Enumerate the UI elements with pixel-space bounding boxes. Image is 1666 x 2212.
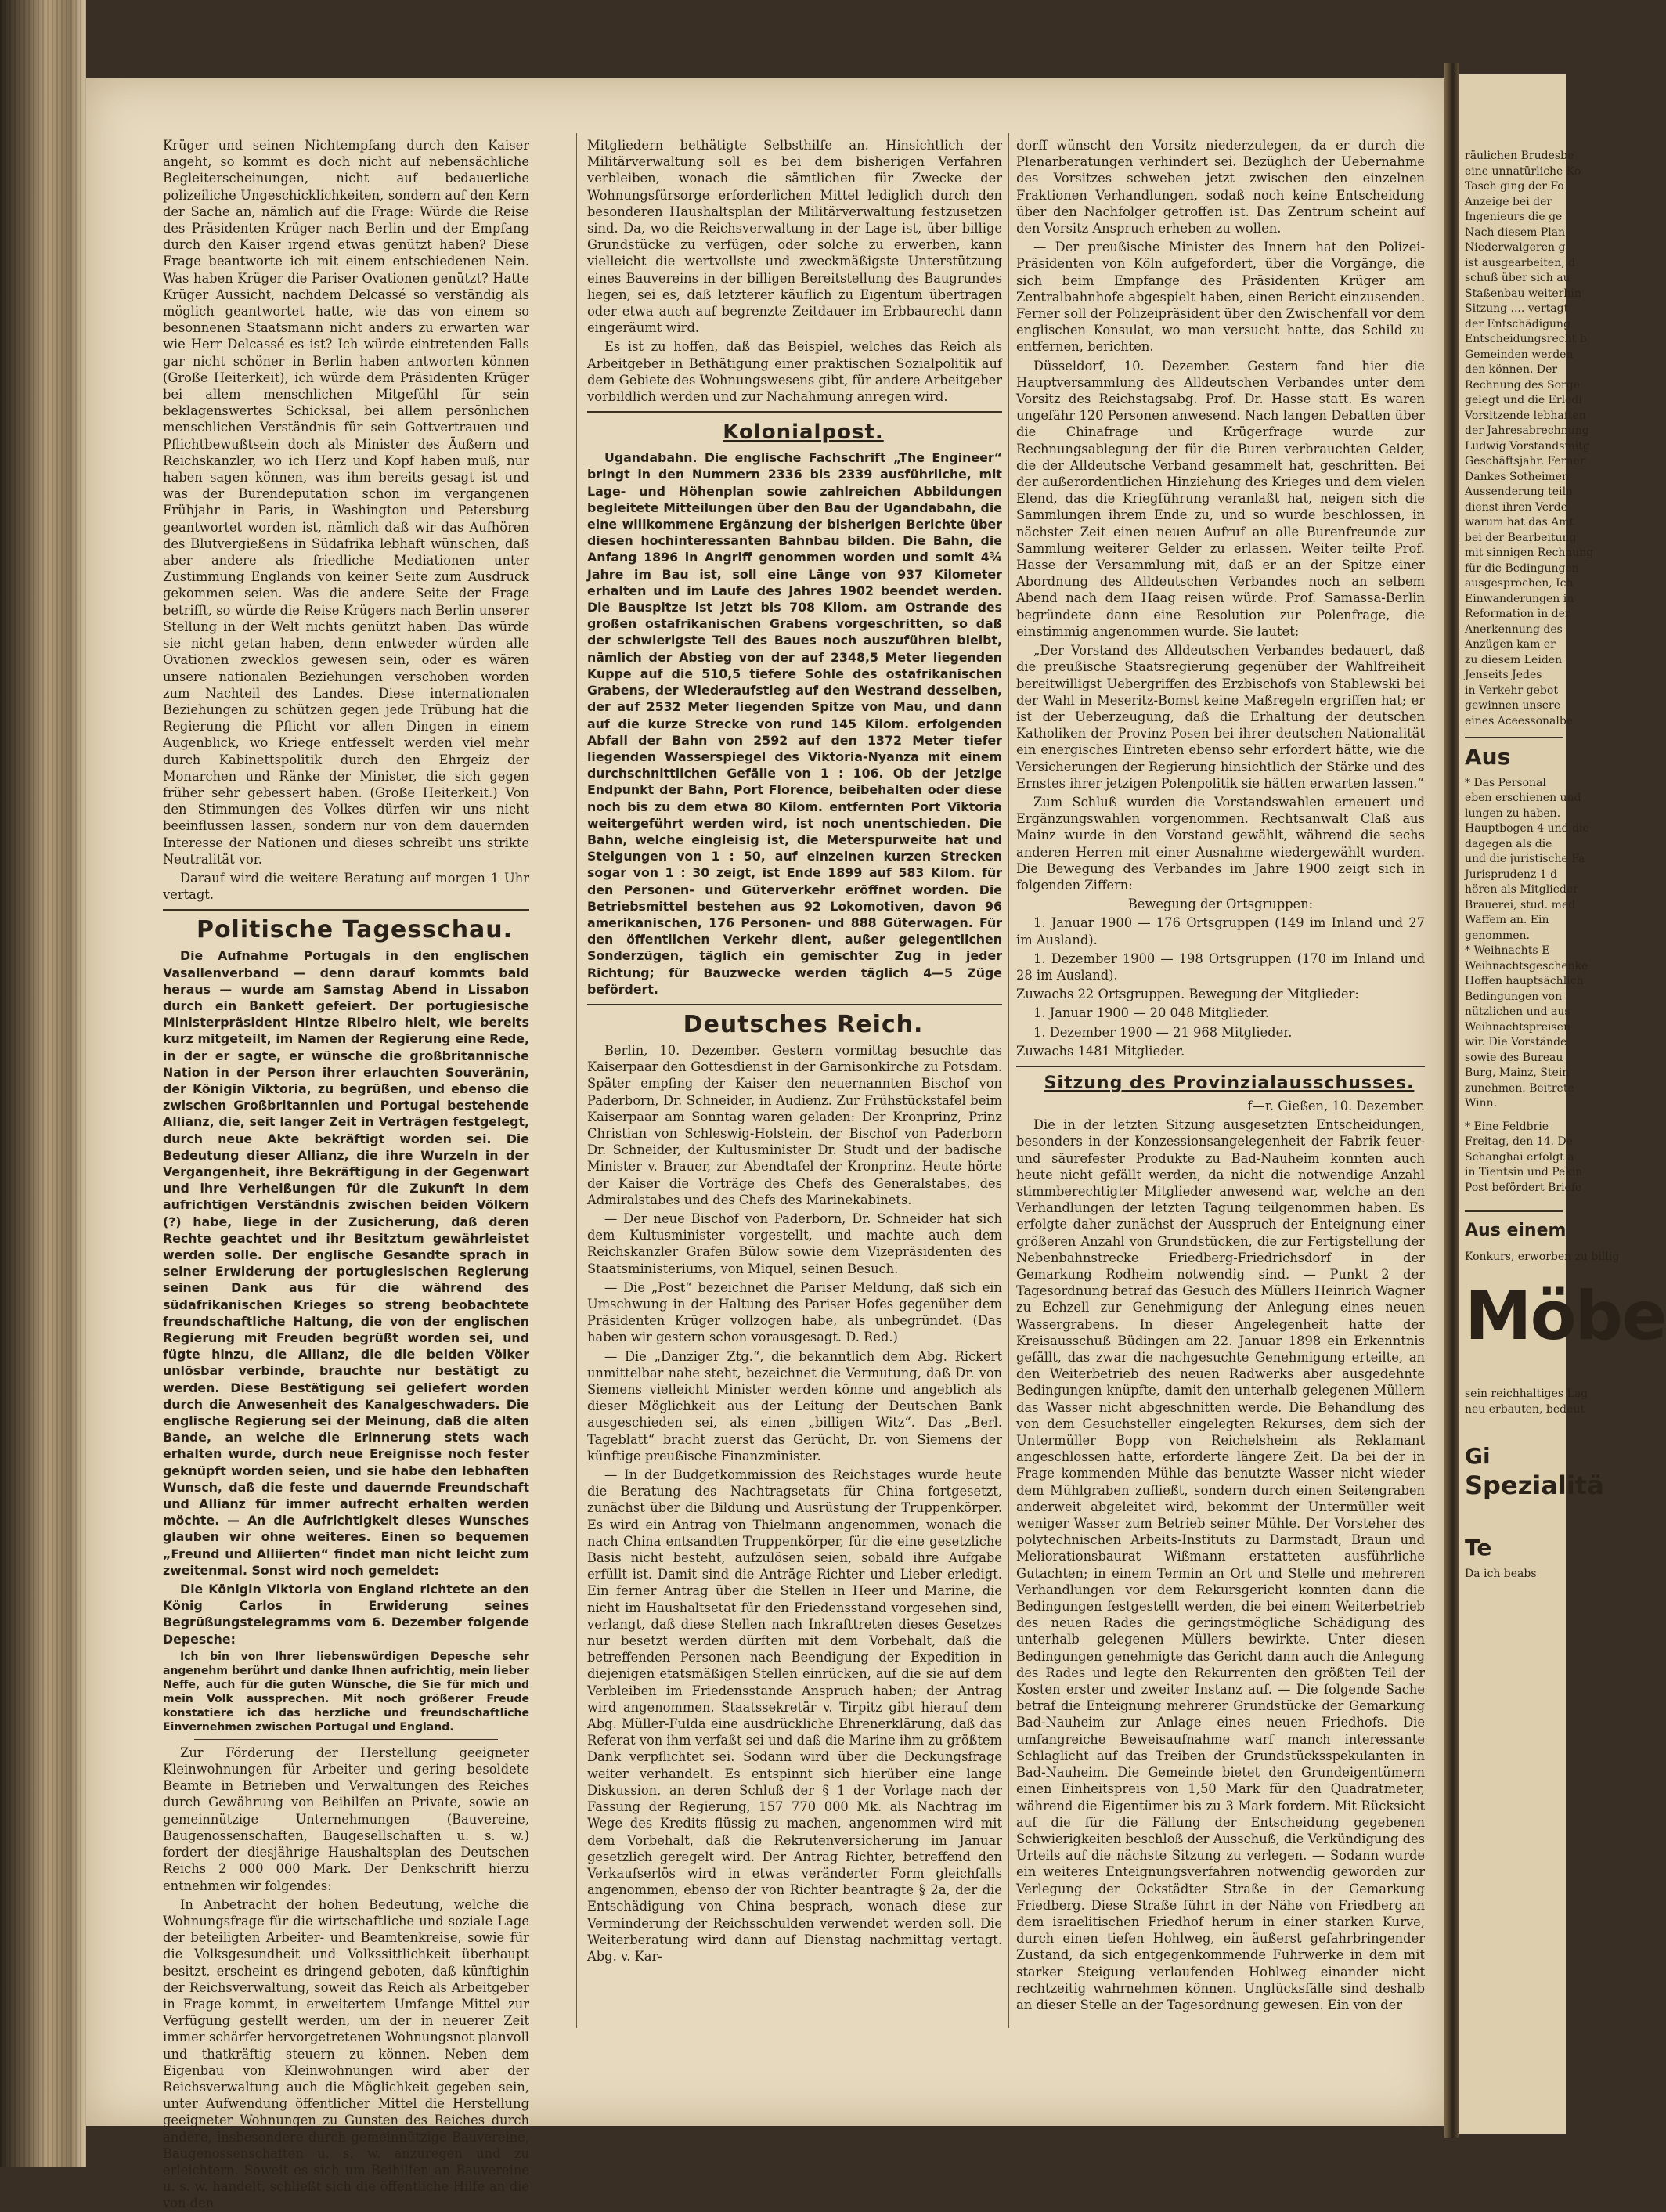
adjacent-line: Anerkennung des	[1465, 622, 1563, 636]
column-rule	[1008, 133, 1009, 2028]
article-text: — Der neue Bischof von Paderborn, Dr. Schneider hat sich dem Kultusminister vorgestellt, und machte auch dem Reichskanzler Grafen Bülow sowie dem Vizepräsidenten des Staatsministeriums, von Miquel, seinen Besuch.	[587, 1211, 1002, 1276]
article-rule	[194, 1739, 498, 1740]
adjacent-line: Aussenderung teiln	[1465, 485, 1574, 498]
adjacent-line: Reformation in der	[1465, 608, 1570, 620]
adjacent-line: in Tientsin und Pekin	[1465, 1166, 1583, 1178]
stats-heading: Bewegung der Ortsgruppen:	[1127, 897, 1314, 912]
section-rule	[163, 909, 529, 911]
adjacent-line: eine unnatürliche Ko	[1465, 164, 1581, 178]
adjacent-line: Nach diesem Plan	[1465, 226, 1566, 239]
dateline: f—r. Gießen, 10. Dezember.	[1247, 1098, 1425, 1113]
article-text: Die Königin Viktoria von England richtete an den König Carlos in Erwiderung seines Begrüßungstelegramms vom 6. Dezember folgende Depesche:	[163, 1582, 529, 1647]
adjacent-line: sowie des Bureau	[1465, 1051, 1563, 1064]
adjacent-line: Hoffen hauptsächlich	[1465, 975, 1584, 987]
column-3	[1016, 137, 1425, 2032]
adjacent-line: dagegen als die	[1465, 837, 1552, 850]
article-text: Darauf wird die weitere Beratung auf morgen 1 Uhr vertagt.	[163, 870, 529, 903]
adjacent-line: Staßenbau weiterhin	[1465, 287, 1581, 300]
article-text: Krüger und seinen Nichtempfang durch den Kaiser angeht, so kommt es doch nicht auf nebensächliche Begleiterscheinungen, nicht auf bedauerliche polizeiliche Ungeschicklichkeiten, sondern auf den Kern der Sache an, nämlich auf die Frage: Würde die Reise des Präsidenten Krüger nach Berlin und der Empfang durch den Kaiser irgend etwas genützt haben? Diese Frage beantworte ich mit einem entschiedenen Nein. Was haben Krüger die Pariser Ovationen genützt? Hatte Krüger Aussicht, nachdem Delcassé so verständig als möglich geantwortet hatte, wie das von einem so besonnenen Staatsmann nicht anders zu erwarten war wie Herr Delcassé es ist? Ich würde eintretenden Falls gar nicht schöner in Berlin haben antworten können (Große Heiterkeit), ich würde dem Präsidenten Krüger bei allem menschlichen Mitgefühl für sein beklagenswertes Schicksal, bei allem persönlichen menschlichen Verständnis für sein Gottvertrauen und Pflichtbewußtsein doch als Minister des Äußern und Reichskanzler, wo ich Herz und Kopf haben muß, nur haben sagen können, was ihm bereits gesagt ist und was der Burendeputation schon im vergangenen Frühjahr in Paris, in Washington und Petersburg geantwortet worden ist, nämlich daß wir das Aufhören des Blutvergießens in Südafrika lebhaft wünschen, daß aber andere als friedliche Mediationen unter Zustimmung Englands von keiner Seite zum Ausdruck gekommen seien. Was die andere Seite der Frage betrifft, so würde die Reise Krügers nach Berlin unserer Stellung in der Welt nichts genützt haben. Das würde sie nicht getan haben, denn entweder würden alle Ovationen zwecklos gewesen sein, oder es wären unsere nationalen Beziehungen verschoben worden zum Nachteil des Landes. Diese internationalen Beziehungen zu schützen gegen jede Trübung hat die Regierung die Pflicht vor allen Dingen in einem Augenblick, wo Kriege entfesselt werden viel mehr durch Kabinettspolitik durch den Ehrgeiz der Monarchen und Ränke der Minister, die sich gegen früher sehr gebessert haben. (Große Heiterkeit.) Von den Stimmungen des Volkes dürfen wir uns nicht beeinflussen lassen, sondern nur von dem dauernden Interesse der Nationen und dieses schreibt uns strikte Neutralität vor.	[163, 138, 529, 867]
ad-text: Aus einem	[1465, 1221, 1567, 1240]
adjacent-line: zunehmen. Beitrete	[1465, 1081, 1574, 1095]
adjacent-line: ausgesprochen, Ich	[1465, 577, 1574, 590]
stats-line: 1. Januar 1900 — 176 Ortsgruppen (149 im Inland und 27 im Ausland).	[1016, 915, 1425, 947]
adjacent-line: für die Bedingungen	[1465, 561, 1579, 575]
stats-line: 1. Januar 1900 — 20 048 Mitglieder.	[1033, 1005, 1269, 1021]
adjacent-line: wir. Die Vorstände	[1465, 1036, 1567, 1048]
adjacent-line: der Jahresabrechnung	[1465, 424, 1589, 437]
adjacent-line: ist ausgearbeiten, d	[1465, 256, 1576, 269]
ad-headline: Spezialitä	[1465, 1470, 1604, 1500]
adjacent-line: warum hat das Amt	[1465, 516, 1574, 529]
adjacent-line: Schanghai erfolgt a	[1465, 1150, 1574, 1164]
stats-line: Zuwachs 22 Ortsgruppen. Bewegung der Mitglieder:	[1016, 987, 1359, 1002]
adjacent-page-text	[1459, 74, 1666, 1582]
adjacent-line: Entscheidungsrecht b	[1465, 333, 1587, 345]
ad-text: Konkurs, erworben zu billig	[1465, 1250, 1620, 1263]
adjacent-line: Post befördert Briefe	[1465, 1181, 1582, 1194]
adjacent-line: mit sinnigen Rechnung	[1465, 547, 1594, 559]
article-text: Zur Förderung der Herstellung geeigneter Kleinwohnungen für Arbeiter und gering besoldete Beamte in Betrieben und Verwaltungen des Reiches durch Gewährung von Beihilfen an Private, sowie an gemeinnützige Unternehmungen (Bauvereine, Baugenossenschaften, Baugesellschaften u. s. w.) fordert der diesjährige Haushaltsplan des Deutschen Reichs 2 000 000 Mark. Der Denkschrift hierzu entnehmen wir folgendes:	[163, 1745, 529, 1893]
adjacent-line: räulichen Brudesbe	[1465, 150, 1574, 162]
ad-headline: Möbe	[1465, 1277, 1666, 1355]
ad-text: Te	[1465, 1535, 1492, 1561]
article-text: — In der Budgetkommission des Reichstages wurde heute die Beratung des Nachtragsetats für China fortgesetzt, zunächst über die Bildung und Ausrüstung der Truppenkörper. Es wird ein Antrag von Thielmann angenommen, wonach die nach China entsandten Truppenkörper, für die eine gesetzliche Basis nicht besteht, aufzulösen seien, sobald ihre Aufgabe erfüllt ist. Damit sind die Anträge Richter und Lieber erledigt. Ein ferner Antrag über die Stellen in Heer und Marine, die nicht im Haushaltsetat für den Friedensstand vorgesehen sind, verlangt, daß diese Stellen nach Inkrafttreten dieses Gesetzes nur besetzt werden dürften mit dem Vorbehalt, daß die betreffenden Personen nach Beendigung der Expedition in diejenigen etatsmäßigen Stellen einrücken, auf die sie auf dem Verbleiben im Friedensstande Anspruch haben; der Antrag wird angenommen. Staatssekretär v. Tirpitz gibt hierauf dem Abg. Müller-Fulda eine ausdrückliche Ehrenerklärung, daß das Referat von ihm verfaßt sei und daß die Marine ihm zu größtem Dank verpflichtet sei. Sodann wird über die Deckungsfrage weiter verhandelt. Es entspinnt sich hierüber eine lange Diskussion, an deren Schluß der § 1 der Vorlage nach der Fassung der Regierung, 157 770 000 Mk. als Nachtrag im Wege des Kredits flüssig zu machen, angenommen wird mit dem Vorbehalt, daß die Rekrutenversicherung im Januar gesetzlich geregelt wird. Der Antrag Richter, betreffend den Verkaufserlös wird in etwas veränderter Form gleichfalls angenommen, ebenso der von Richter beantragte § 2a, der die Entschädigung von China besprach, wonach diese zur Verminderung der Reichsschulden verwendet werden soll. Die Weiterberatung wird dann auf Dienstag nachmittag vertagt. Abg. v. Kar-	[587, 1467, 1002, 1964]
adjacent-line: Anzeige bei der	[1465, 195, 1552, 208]
ad-text: Gi	[1465, 1443, 1491, 1469]
adjacent-line: Jurisprudenz 1 d	[1465, 868, 1558, 881]
adjacent-heading: Aus	[1465, 744, 1511, 770]
adjacent-line: dienst ihren Verde	[1465, 500, 1567, 514]
article-text: — Der preußische Minister des Innern hat den Polizei-Präsidenten von Köln aufgefordert, über die Vorgänge, die sich beim Empfange des Präsidenten Krüger am Zentralbahnhofe abgespielt haben, einen Bericht einzusenden. Ferner soll der Polizeipräsident über den Zwischenfall vor dem englischen Konsulat, wo man versucht hatte, das Schild zu entfernen, berichten.	[1016, 240, 1425, 355]
article-text: dorff wünscht den Vorsitz niederzulegen, da er durch die Plenarberatungen verhindert sei. Bezüglich der Uebernahme des Vorsitzes schweben jetzt zwischen den einzelnen Fraktionen Verhandlungen, sodaß noch keine Entscheidung über den Nachfolger getroffen ist. Das Zentrum scheint auf den Vorsitz Anspruch erheben zu wollen.	[1016, 138, 1425, 236]
adjacent-line: den können. Der	[1465, 363, 1558, 376]
adjacent-line: nützlichen und aus	[1465, 1005, 1570, 1018]
adjacent-line: Gemeinden werden	[1465, 348, 1574, 361]
section-heading: Sitzung des Provinzialausschusses.	[1044, 1073, 1415, 1093]
adjacent-line: eines Aceessonalbe	[1465, 714, 1574, 727]
adjacent-line: Sitzung .... vertagt	[1465, 302, 1569, 315]
section-heading: Kolonialpost.	[723, 420, 884, 445]
telegram-text: Ich bin von Ihrer liebenswürdigen Depesche sehr angenehm berührt und danke Ihnen aufrichtig, mein lieber Neffe, auch für die guten Wünsche, die Sie für mich und mein Volk aussprechen. Mit noch größerer Freude konstatiere ich das herzliche und freundschaftliche Einvernehmen zwischen Portugal und England.	[163, 1650, 529, 1734]
book-edge	[0, 0, 86, 2167]
adjacent-line: schuß über sich au	[1465, 272, 1570, 284]
adjacent-line: Waffem an. Ein	[1465, 914, 1549, 926]
adjacent-line: und die juristische Fa	[1465, 853, 1585, 865]
article-text: Berlin, 10. Dezember. Gestern vormittag besuchte das Kaiserpaar den Gottesdienst in der Garnisonkirche zu Potsdam. Später empfing der Kaiser den neuernannten Bischof von Paderborn, Dr. Schneider, in Audienz. Zur Frühstückstafel beim Kaiserpaar am Sonntag waren geladen: Der Kronprinz, Prinz Christian von Schleswig-Holstein, der Bischof von Paderborn Dr. Schneider, der Kultusminister Dr. Studt und der badische Minister v. Brauer, zur Abendtafel der Kronprinz. Heute hörte der Kaiser die Vorträge des Chefs des Generalstabes, des Admiralstabes und des Chefs des Marinekabinets.	[587, 1042, 1002, 1207]
adjacent-line: Freitag, den 14. De	[1465, 1135, 1573, 1148]
adjacent-lines	[1465, 1120, 1583, 1196]
section-heading: Deutsches Reich.	[683, 1010, 924, 1038]
article-text: Düsseldorf, 10. Dezember. Gestern fand hier die Hauptversammlung des Alldeutschen Verbandes unter dem Vorsitz des Reichstagsabg. Prof. Dr. Hasse statt. Es waren ungefähr 120 Personen anwesend. Nach langen Debatten über die Chinafrage und Krügerfrage wurde zur Rechnungsablegung der für die Buren verbrauchten Gelder, die der Alldeutsche Verband gesammelt hat, geschritten. Bei der außerordentlichen Hinziehung des Krieges und dem vielen Elend, das die Kriegführung veranlaßt hat, neigen sich die Sammlungen ihrem Ende zu, und so wurde beschlossen, in nächster Zeit einen neuen Aufruf an alle Burenfreunde zur Sammlung weiterer Gelder zu erlassen. Weiter teilte Prof. Hasse der Versammlung mit, daß er an der Spitze einer Abordnung des Alldeutschen Verbandes noch an selbem Abend nach dem Haag reisen würde. Prof. Samassa-Berlin begründete dann eine Resolution zur Polenfrage, die einstimmig angenommen wurde. Sie lautet:	[1016, 358, 1425, 639]
section-rule	[1016, 1066, 1425, 1067]
adjacent-lines	[1465, 776, 1589, 1112]
adjacent-line: * Das Personal	[1465, 776, 1546, 789]
adjacent-line: in Verkehr gebot	[1465, 684, 1558, 697]
adjacent-line: bei der Bearbeitung	[1465, 531, 1577, 544]
column-1	[163, 137, 529, 2211]
ad-text: Da ich beabs	[1465, 1567, 1537, 1580]
stats-line: Zuwachs 1481 Mitglieder.	[1016, 1043, 1185, 1059]
article-text: Es ist zu hoffen, daß das Beispiel, welches das Reich als Arbeitgeber in Bethätigung einer praktischen Sozialpolitik auf dem Gebiete des Wohnungswesens gibt, für andere Arbeitgeber vorbildlich werden und zur Nachahmung anregen wird.	[587, 339, 1002, 405]
adjacent-line: * Eine Feldbrie	[1465, 1120, 1549, 1133]
section-rule	[587, 411, 1002, 413]
adjacent-line: hören als Mitglieder	[1465, 883, 1578, 896]
adjacent-line: Vorsitzende lebhaften	[1465, 409, 1586, 422]
article-text: Zum Schluß wurden die Vorstandswahlen erneuert und Ergänzungswahlen vorgenommen. Rechtsanwalt Claß aus Mainz wurde in den Vorstand gewählt, während die sechs anderen Herren mit einer Ausnahme wiedergewählt wurden. Die Bewegung des Verbandes im Jahre 1900 zeigt sich in folgenden Ziffern:	[1016, 794, 1425, 893]
article-text: — Die „Post“ bezeichnet die Pariser Meldung, daß sich ein Umschwung in der Haltung des Pariser Hofes gegenüber dem Präsidenten Krüger vollzogen habe, als unbegründet. (Das haben wir gestern schon vorausgesagt. D. Red.)	[587, 1279, 1002, 1345]
article-text: — Die „Danziger Ztg.“, die bekanntlich dem Abg. Rickert unmittelbar nahe steht, bezeichnet die Vermutung, daß Dr. von Siemens vielleicht Minister werden könne und angeblich als dieser Möglichkeit aus der Leitung der Deutschen Bank ausgeschieden sei, als einen „billigen Witz“. Das „Berl. Tageblatt“ bracht zuerst das Gerücht, Dr. von Siemens der künftige preußische Finanzminister.	[587, 1348, 1002, 1463]
adjacent-line: Ingenieurs die ge	[1465, 211, 1563, 223]
adjacent-line: * Weihnachts-E	[1465, 944, 1550, 957]
adjacent-line: Brauerei, stud. med	[1465, 898, 1576, 911]
article-text: Die Aufnahme Portugals in den englischen Vasallenverband — denn darauf kommts bald heraus — wurde am Samstag Abend in Lissabon durch ein Bankett gefeiert. Der portugiesische Ministerpräsident Hintze Ribeiro hielt, wie bereits kurz mitgeteilt, im Namen der Regierung eine Rede, in der er sagte, er wünsche die großbritannische Nation in der Person ihrer erlauchten Souveränin, der Königin Viktoria, zu begrüßen, und ebenso die zwischen Großbritannien und Portugal bestehende Allianz, die, seit langer Zeit in Verträgen festgelegt, durch neue Akte bekräftigt worden sei. Die Bedeutung dieser Allianz, die ihre Wurzeln in der Vergangenheit, ihre Bekräftigung in der Gegenwart und ihre Verheißungen für die Zukunft in dem aufrichtigen Verständnis zwischen beiden Völkern (?) habe, liege in der Zusicherung, daß deren Rechte geachtet und ihr Besitztum gewährleistet werden solle. Der englische Gesandte sprach in seiner Erwiderung der portugiesischen Regierung seinen Dank aus für die während des südafrikanischen Krieges so streng beobachtete freundschaftliche Haltung, die von der englischen Regierung mit Freuden begrüßt worden sei, und fügte hinzu, die Allianz, die die beiden Völker unlösbar verbinde, brauchte nur bestätigt zu werden. Diese Bestätigung sei geliefert worden durch die Anwesenheit des Kanalgeschwaders. Die englische Regierung sei der Meinung, daß die alten Bande, an welche die Erinnerung stets wach erhalten wurde, durch neue Ereignisse noch fester geknüpft worden seien, und sie habe den lebhaften Wunsch, daß die feste und dauernde Freundschaft und Allianz für immer aufrecht erhalten werden möchte. — An die Aufrichtigkeit dieses Wunsches glauben wir ohne weiteres. Einen so bequemen „Freund und Alliierten“ findet man nicht leicht zum zweitenmal. Sonst wird noch gemeldet:	[163, 948, 529, 1578]
adjacent-line: Ludwig Vorstandsmitg	[1465, 439, 1590, 453]
adjacent-lines	[1465, 149, 1594, 729]
adjacent-line: Hauptbogen 4 und die	[1465, 822, 1589, 835]
adjacent-line: Burg, Mainz, Stein	[1465, 1066, 1570, 1079]
adjacent-line: zu diesem Leiden	[1465, 653, 1563, 666]
adjacent-line: genommen.	[1465, 929, 1530, 942]
section-rule	[587, 1004, 1002, 1005]
ad-text: sein reichhaltiges Lag	[1465, 1387, 1588, 1400]
adjacent-line: der Entschädigung	[1465, 317, 1571, 330]
adjacent-line: Tasch ging der Fo	[1465, 180, 1564, 193]
adjacent-line: Geschäftsjahr. Ferner	[1465, 455, 1585, 467]
adjacent-line: Weihnachtspreisen	[1465, 1020, 1570, 1034]
adjacent-line: gewinnen unsere	[1465, 699, 1560, 712]
adjacent-line: Dankes Sotheimen	[1465, 470, 1569, 483]
adjacent-line: Bedingungen von	[1465, 990, 1563, 1003]
resolution-text: „Der Vorstand des Alldeutschen Verbandes bedauert, daß die preußische Staatsregierung gegenüber der Wahlfreiheit bereitwilligst Uebergriffen des Erzbischofs von Stablewski bei der Wahl in Meseritz-Bomst keine Maßregeln ergriffen hat; er ist der Ueberzeugung, daß die Erhaltung der deutschen Katholiken der Provinz Posen bei ihrer deutschen Nationalität ein energisches Eintreten ebenso sehr erfordert hätte, wie die Versicherungen der Regierung hinsichtlich der Stärke und des Ernstes ihrer jetzigen Polenpolitik sie hätten erwarten lassen.“	[1016, 643, 1425, 791]
stats-line: 1. Dezember 1900 — 21 968 Mitglieder.	[1033, 1024, 1293, 1040]
adjacent-line: Rechnung des Sorge	[1465, 378, 1580, 392]
section-heading: Politische Tagesschau.	[196, 916, 514, 944]
adjacent-line: Weihnachtsgeschenke	[1465, 959, 1588, 972]
adjacent-line: eben erschienen und	[1465, 792, 1581, 804]
adjacent-line: lungen zu haben.	[1465, 806, 1561, 820]
adjacent-line: gelegt und die Erledi	[1465, 394, 1582, 406]
article-text: In Anbetracht der hohen Bedeutung, welche die Wohnungsfrage für die wirtschaftliche und soziale Lage der beteiligten Arbeiter- und Beamtenkreise, sowie für die Volksgesundheit und Volkssittlichkeit überhaupt besitzt, erscheint es dringend geboten, daß künftighin der Reichsverwaltung, soweit das Reich als Arbeitgeber in Frage kommt, in erweitertem Umfange Mittel zur Verfügung gestellt werden, um der in neuerer Zeit immer schärfer hervorgetretenen Wohnungsnot planvoll und thatkräftig steuern zu können. Neben dem Eigenbau von Kleinwohnungen wird aber der Reichsverwaltung auch die Möglichkeit gegeben sein, unter Aufwendung öffentlicher Mittel die Herstellung geeigneter Wohnungen zu Gunsten des Reiches durch andere, insbesondere durch gemeinnützige Bauvereine, Baugenossenschaften u. s. w. anzuregen und zu erleichtern. Soweit es sich um Beihilfen an Bauvereine u. s. w. handelt, schließt sich die öffentliche Hilfe an die von den	[163, 1896, 529, 2211]
column-rule	[576, 133, 577, 2028]
article-text: Mitgliedern bethätigte Selbsthilfe an. Hinsichtlich der Militärverwaltung soll es bei dem bisherigen Verfahren verbleiben, wonach die sämtlichen für Zwecke der Wohnungsfürsorge erforderlichen Mittel lediglich durch den besonderen Haushaltsplan der Militärverwaltung festzusetzen sind. Da, wo die Reichsverwaltung in der Lage ist, über billige Grundstücke zu verfügen, oder solche zu erwerben, kann vielleicht die wertvollste und zweckmäßigste Unterstützung eines Bauvereins in der billigen Bereitstellung des Baugrundes liegen, sei es, daß letzterer käuflich zu Eigentum übertragen oder etwa auch auf begrenzte Zeitdauer im Erbbaurecht dann eingeräumt wird.	[587, 138, 1002, 336]
article-text: Ugandabahn. Die englische Fachschrift „The Engineer“ bringt in den Nummern 2336 bis 2339 ausführliche, mit Lage- und Höhenplan sowie zahlreichen Abbildungen begleitete Mitteilungen über den Bau der Ugandabahn, die eine willkommene Ergänzung der bisherigen Berichte über diesen hochinteressanten Bahnbau bilden. Die Bahn, die Anfang 1896 in Angriff genommen worden und somit 4¾ Jahre im Bau ist, soll eine Länge von 937 Kilometer erhalten und im Laufe des Jahres 1902 beendet werden. Die Bauspitze ist jetzt bis 708 Kilom. am Ostrande des großen ostafrikanischen Grabens vorgeschritten, so daß der schwierigste Teil des Baues noch auszuführen bleibt, nämlich der Abstieg von der auf 2348,5 Meter liegenden Kuppe auf die 510,5 tiefere Sohle des ostafrikanischen Grabens, der Wiederaufstieg auf den Westrand desselben, der auf 2532 Meter liegenden Spitze von Mau, und dann auf die kurze Strecke von rund 145 Kilom. erfolgenden Abfall der Bahn von 2592 auf den 1372 Meter tiefer liegenden Wasserspiegel des Viktoria-Nyanza mit einem durchschnittlichen Gefälle von 1 : 106. Ob der jetzige Endpunkt der Bahn, Port Florence, beibehalten oder diese noch bis zu dem etwa 80 Kilom. entfernten Port Viktoria weitergeführt werden wird, ist noch unentschieden. Die Bahn, welche eingleisig ist, die Meterspurweite hat und Steigungen von 1 : 50, auf einzelnen kurzen Strecken sogar von 1 : 30 zeigt, ist Ende 1899 auf 583 Kilom. für den Personen- und Güterverkehr eröffnet worden. Die Betriebsmittel bestehen aus 92 Lokomotiven, davon 96 amerikanischen, 176 Personen- und 888 Güterwagen. Für den öffentlichen Verkehr dient, außer gelegentlichen Sonderzügen, täglich ein gemischter Zug in jeder Richtung; für Bauzwecke werden täglich 4—5 Züge befördert.	[587, 450, 1002, 997]
article-text: Die in der letzten Sitzung ausgesetzten Entscheidungen, besonders in der Konzessionsangelegenheit der Fabrik feuer- und säurefester Produkte zu Bad-Nauheim konnten auch heute nicht gefällt werden, da nicht die notwendige Anzahl stimmberechtigter Mitglieder anwesend war, welche an den Verhandlungen der letzten Tagung teilgenommen haben. Es erfolgte daher zunächst der Ausspruch der Enteignung einer größeren Anzahl von Grundstücken, die zur Fertigstellung der Nebenbahnstrecke Friedberg-Friedrichsdorf in der Gemarkung Rodheim notwendig sind. — Punkt 2 der Tagesordnung betraf das Gesuch des Müllers Heinrich Wagner zu Echzell zur Genehmigung der Anlegung eines neuen Wassergrabens. In dieser Angelegenheit hatte der Kreisausschuß Büdingen am 22. Januar 1898 ein Erkenntnis gefällt, das zwar die nachgesuchte Genehmigung erteilte, an den Weiterbetrieb des neuen Radwerks aber ausgedehnte Bedingungen knüpfte, damit den unterhalb gelegenen Müllern das Wasser nicht abgeschnitten werde. Die Behandlung des von dem Gesuchsteller eingelegten Rekurses, dem sich der Untermüller Bopp von Reichelsheim als Reklamant angeschlossen hatte, erforderte längere Zeit. Da bei der in Frage kommenden Mühle das benutzte Wasser nicht wieder dem Mühlgraben zufließt, sondern durch einen Seitengraben anderweit abgeleitet wird, bekommt der Untermüller weit weniger Wasser zum Betrieb seiner Mühle. Der Vorsteher des polytechnischen Arbeits-Instituts zu Darmstadt, Braun und Meliorationsbaurat Wißmann erstatteten ausführliche Gutachten; in einem Termin an Ort und Stelle und mehreren Verhandlungen vor dem Rekursgericht konnten dann die Bedingungen festgestellt werden, die bei einem Weiterbetrieb des neuen Rades die geringstmögliche Schädigung des unterhalb gelegenen Müllers bewirkte. Unter diesen Bedingungen genehmigte das Gericht dann auch die Anlegung des Rades und legte den Rekurrenten den größten Teil der Kosten erster und zweiter Instanz auf. — Die folgende Sache betraf die Enteignung mehrerer Grundstücke der Gemarkung Bad-Nauheim zur Anlage eines neuen Friedhofs. Die umfangreiche Beweisaufnahme warf manch interessante Schlaglicht auf das Treiben der Grundstücksspekulanten in Bad-Nauheim. Die Gemeinde bietet den Grundeigentümern einen Einheitspreis von 1,50 Mark für den Quadratmeter, während die Eigentümer bis zu 3 Mark fordern. Mit Rücksicht auf die für die Fällung der Entscheidung gegebenen Schwierigkeiten beschloß der Ausschuß, die Verkündigung des Urteils auf die nächste Sitzung zu verlegen. — Sodann wurde ein weiteres Enteignungsverfahren notwendig geworden zur Verlegung der Ockstädter Straße in der Gemarkung Friedberg. Diese Straße führt in der Nähe von Friedberg an dem israelitischen Friedhof herum in einer starken Kurve, durch einen tiefen Hohlweg, ein äußerst gefahrbringender Zustand, da sich entgegenkommende Fuhrwerke in dem mit starker Steigung verlaufenden Hohlweg einander nicht rechtzeitig wahrnehmen können. Unglücksfälle sind deshalb an dieser Stelle an der Tagesordnung gewesen. Ein von der	[1016, 1117, 1425, 2012]
adjacent-page	[1459, 74, 1666, 2134]
column-2	[587, 137, 1002, 2032]
adjacent-line: Anzügen kam er	[1465, 638, 1556, 651]
ad-text: neu erbauten, bedeut	[1465, 1402, 1585, 1416]
adjacent-line: Winn.	[1465, 1097, 1498, 1110]
adjacent-line: Jenseits Jedes	[1465, 669, 1542, 681]
adjacent-line: Einwanderungen in	[1465, 592, 1574, 605]
adjacent-line: Niederwalgeren g	[1465, 241, 1566, 254]
stats-line: 1. Dezember 1900 — 198 Ortsgruppen (170 im Inland und 28 im Ausland).	[1016, 951, 1425, 983]
page-gutter	[1444, 63, 1459, 2138]
